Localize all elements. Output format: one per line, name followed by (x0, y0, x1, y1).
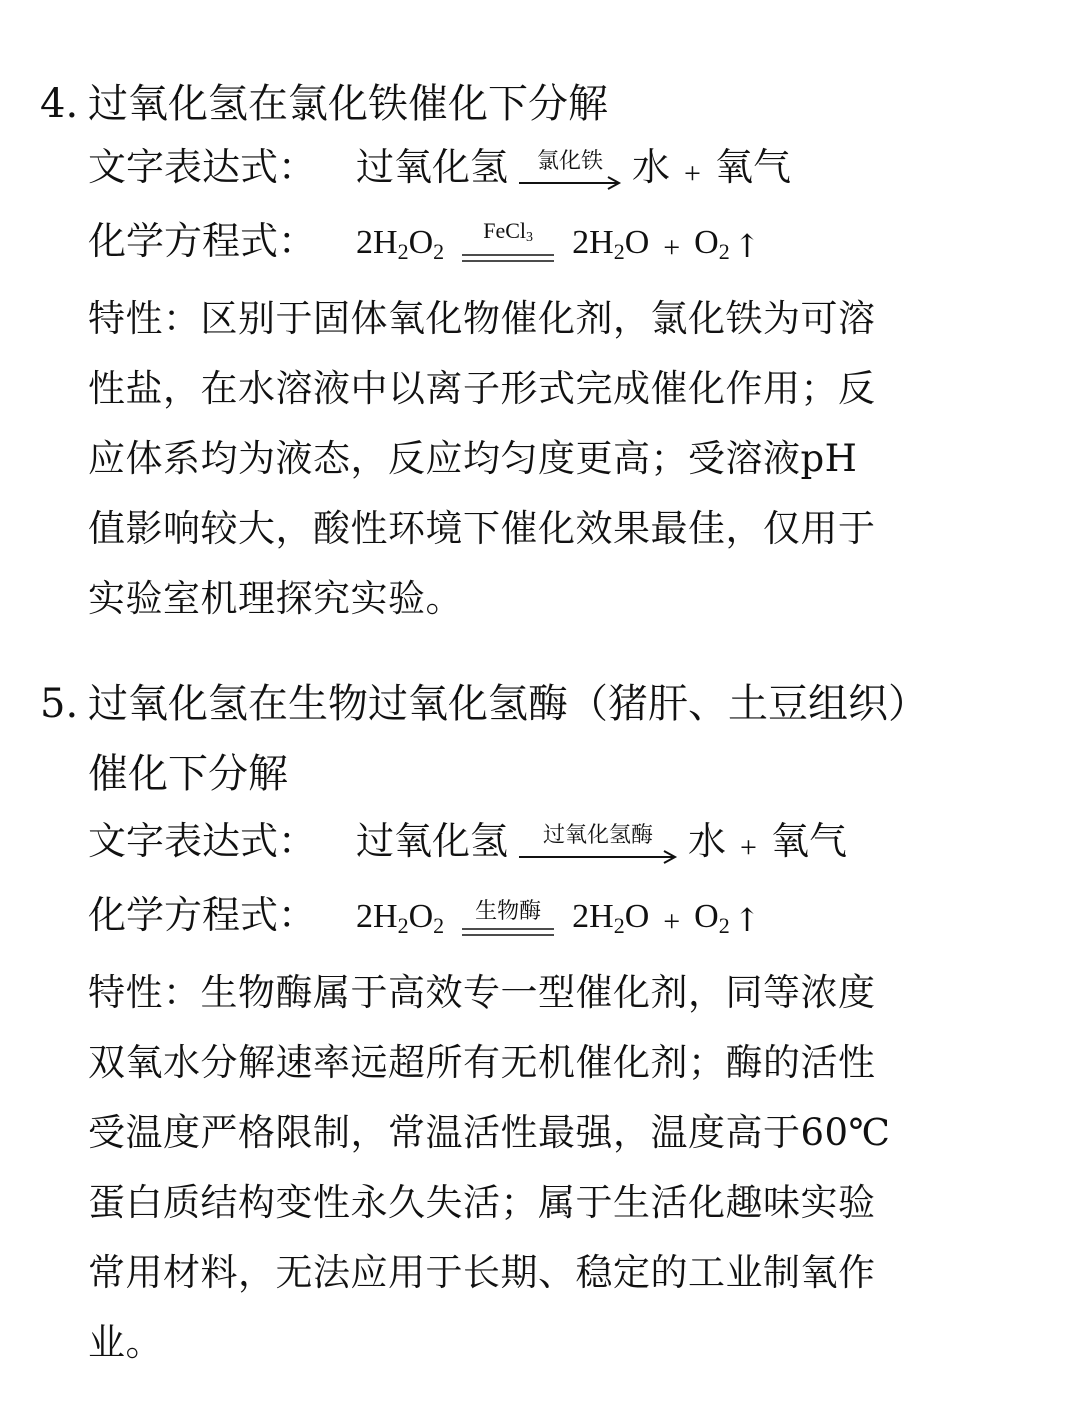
catalyst-formula: FeCl$_3$ (483, 218, 534, 245)
word-equation-label: 文字表达式： (88, 819, 317, 863)
section-5-property-line: 常用材料，无法应用于长期、稳定的工业制氧作 (88, 1251, 876, 1294)
up-arrow-icon: ↑ (733, 227, 761, 265)
product-water-formula: $2H_2O$ (572, 898, 650, 938)
section-5-property-line: 业。 (88, 1321, 163, 1364)
coefficient: 2 (356, 224, 373, 261)
product-oxygen-formula: $O_2$ (694, 224, 730, 264)
section-4-property-line: 应体系均为液态，反应均匀度更高；受溶液pH (88, 437, 858, 480)
chemical-equation-label: 化学方程式： (88, 893, 317, 937)
plus-sign: + (684, 157, 701, 190)
section-4-title: 过氧化氢在氯化铁催化下分解 (88, 81, 608, 127)
catalyst-arrow (518, 149, 622, 191)
word-reactant: 过氧化氢 (356, 819, 509, 863)
word-product-1: 水 (688, 819, 727, 863)
plus-sign: + (663, 231, 681, 264)
reactant-formula: $2H_2O_2$ (356, 898, 445, 938)
section-5-title-continued: 催化下分解 (88, 751, 288, 797)
section-5-property-line: 特性：生物酶属于高效专一型催化剂，同等浓度 (88, 971, 876, 1014)
double-line-icon (462, 251, 554, 265)
section-5-property-line: 双氧水分解速率远超所有无机催化剂；酶的活性 (88, 1041, 876, 1084)
section-4-property-line: 性盐，在水溶液中以离子形式完成催化作用；反 (88, 367, 876, 410)
word-equation-label: 文字表达式： (88, 145, 317, 189)
word-product-2: 氧气 (770, 819, 847, 863)
section-5-word-equation (88, 810, 847, 865)
section-4-chemical-equation (88, 210, 761, 265)
catalyst-label: 生物酶 (475, 899, 542, 924)
section-5-title: 过氧化氢在生物过氧化氢酶（猪肝、土豆组织） (88, 681, 928, 727)
section-4-word-equation (88, 136, 791, 191)
catalyst-equals (462, 899, 554, 939)
reactant-formula: $2H_2O_2$ (356, 224, 445, 264)
double-line-icon (462, 925, 554, 939)
right-arrow-icon (518, 175, 622, 191)
section-5-property-line: 蛋白质结构变性永久失活；属于生活化趣味实验 (88, 1181, 876, 1224)
section-4-heading (40, 72, 608, 129)
right-arrow-icon (518, 849, 678, 865)
arrow-catalyst-label: 过氧化氢酶 (543, 823, 654, 848)
plus-sign: + (740, 831, 757, 864)
section-4-property-line: 实验室机理探究实验。 (88, 577, 463, 620)
catalyst-equals (462, 218, 554, 265)
up-arrow-icon: ↑ (733, 901, 761, 939)
chemical-equation-label: 化学方程式： (88, 219, 317, 263)
product-water-formula: $2H_2O$ (572, 224, 650, 264)
section-4-property-line: 特性：区别于固体氧化物催化剂，氯化铁为可溶 (88, 297, 876, 340)
section-5-number: 5. (40, 681, 79, 727)
section-5-property-line: 受温度严格限制，常温活性最强，温度高于60℃ (88, 1111, 891, 1154)
product-oxygen-formula: $O_2$ (694, 898, 730, 938)
word-reactant: 过氧化氢 (356, 145, 509, 189)
plus-sign: + (663, 905, 681, 938)
catalyst-arrow (518, 823, 678, 865)
word-product-2: 氧气 (714, 145, 791, 189)
section-5-chemical-equation (88, 884, 761, 939)
section-5-heading (40, 672, 928, 729)
word-product-1: 水 (632, 145, 671, 189)
arrow-catalyst-label: 氯化铁 (537, 149, 604, 174)
section-4-number: 4. (40, 81, 79, 127)
section-4-property-line: 值影响较大，酸性环境下催化效果最佳，仅用于 (88, 507, 876, 550)
